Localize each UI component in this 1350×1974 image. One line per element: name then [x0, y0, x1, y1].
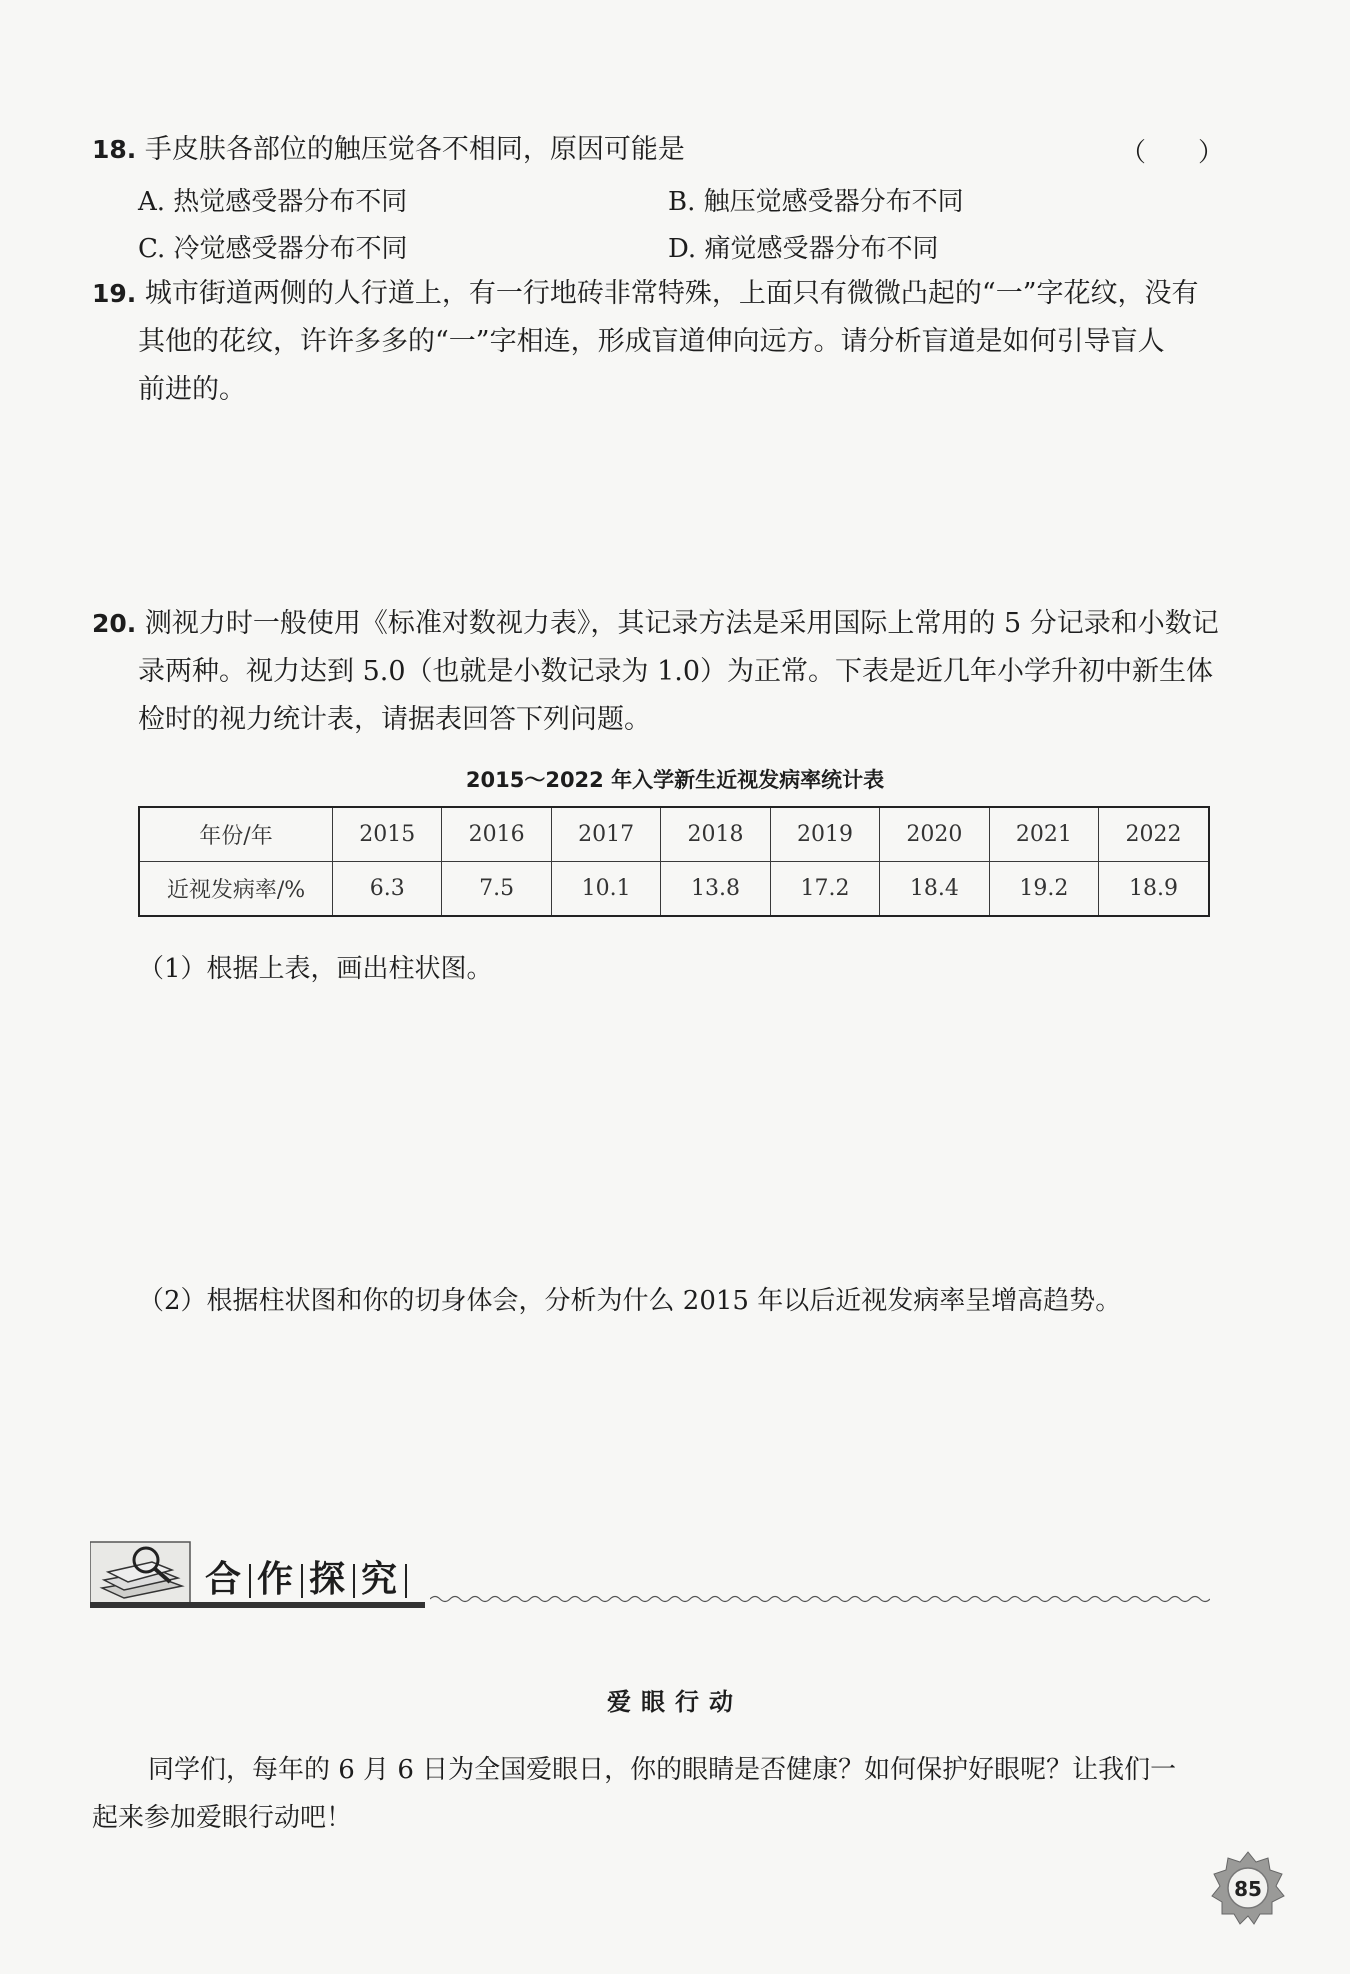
q18-answer-blank[interactable]: （ ）: [1120, 138, 1225, 168]
section-title: [205, 1551, 413, 1602]
section-title-char: 作: [257, 1559, 296, 1600]
table-cell-rate: 18.4: [880, 862, 989, 917]
page-number: 85: [1234, 1877, 1262, 1901]
q18-stem: [92, 134, 685, 166]
q18-option-a: A. 热觉感受器分布不同: [138, 187, 408, 217]
table-cell-rate: 17.2: [770, 862, 879, 917]
q18-number: 18.: [92, 135, 137, 164]
activity-intro-line-1: 同学们，每年的 6 月 6 日为全国爱眼日，你的眼睛是否健康？如何保护好眼呢？让我们一: [148, 1755, 1177, 1785]
q18-option-c: C. 冷觉感受器分布不同: [138, 234, 408, 264]
table-title: 2015～2022 年入学新生近视发病率统计表: [465, 768, 885, 792]
table-cell-year: 2021: [989, 807, 1098, 862]
q20-number: 20.: [92, 609, 137, 638]
table-cell-year: 2017: [551, 807, 660, 862]
q19-number: 19.: [92, 279, 137, 308]
table-row-years: [139, 807, 1209, 862]
table-cell-year: 2022: [1099, 807, 1209, 862]
activity-intro-line-2: 起来参加爱眼行动吧！: [92, 1803, 353, 1833]
q20-line-3: 检时的视力统计表，请据表回答下列问题。: [138, 704, 651, 735]
table-cell-rate: 6.3: [333, 862, 442, 917]
q18-option-b: B. 触压觉感受器分布不同: [668, 187, 964, 217]
section-header-underline: [90, 1602, 425, 1608]
table-header-year: 年份/年: [139, 807, 333, 862]
table-cell-year: 2020: [880, 807, 989, 862]
section-title-char: 合: [205, 1559, 244, 1600]
q19-line-1: [92, 278, 1199, 310]
table-cell-year: 2015: [333, 807, 442, 862]
q19-line-2: 其他的花纹，许许多多的“一”字相连，形成盲道伸向远方。请分析盲道是如何引导盲人: [138, 326, 1165, 357]
q19-text-1: 城市街道两侧的人行道上，有一行地砖非常特殊，上面只有微微凸起的“一”字花纹，没有: [144, 278, 1199, 309]
table-cell-rate: 13.8: [661, 862, 770, 917]
section-title-char: 探: [309, 1559, 348, 1600]
q20-text-1: 测视力时一般使用《标准对数视力表》，其记录方法是采用国际上常用的 5 分记录和小数记: [144, 608, 1219, 639]
myopia-rate-table: [138, 806, 1210, 917]
table-cell-rate: 7.5: [442, 862, 551, 917]
wavy-divider: [430, 1592, 1210, 1606]
q20-sub-2: （2）根据柱状图和你的切身体会，分析为什么 2015 年以后近视发病率呈增高趋势。: [138, 1286, 1122, 1316]
table-cell-year: 2019: [770, 807, 879, 862]
table-header-rate: 近视发病率/%: [139, 862, 333, 917]
table-cell-year: 2016: [442, 807, 551, 862]
page-number-badge: [1210, 1850, 1286, 1926]
q20-sub-1: （1）根据上表，画出柱状图。: [138, 954, 493, 984]
table-cell-rate: 18.9: [1099, 862, 1209, 917]
q19-line-3: 前进的。: [138, 374, 246, 405]
table-cell-year: 2018: [661, 807, 770, 862]
table-cell-rate: 19.2: [989, 862, 1098, 917]
table-row-rates: [139, 862, 1209, 917]
q20-line-1: [92, 608, 1219, 640]
section-title-char: 究: [361, 1559, 400, 1600]
table-cell-rate: 10.1: [551, 862, 660, 917]
q18-option-d: D. 痛觉感受器分布不同: [668, 234, 939, 264]
q18-stem-text: 手皮肤各部位的触压觉各不相同，原因可能是: [144, 134, 685, 165]
activity-title: 爱眼行动: [607, 1688, 743, 1716]
q20-line-2: 录两种。视力达到 5.0（也就是小数记录为 1.0）为正常。下表是近几年小学升初中新生体: [138, 656, 1214, 687]
